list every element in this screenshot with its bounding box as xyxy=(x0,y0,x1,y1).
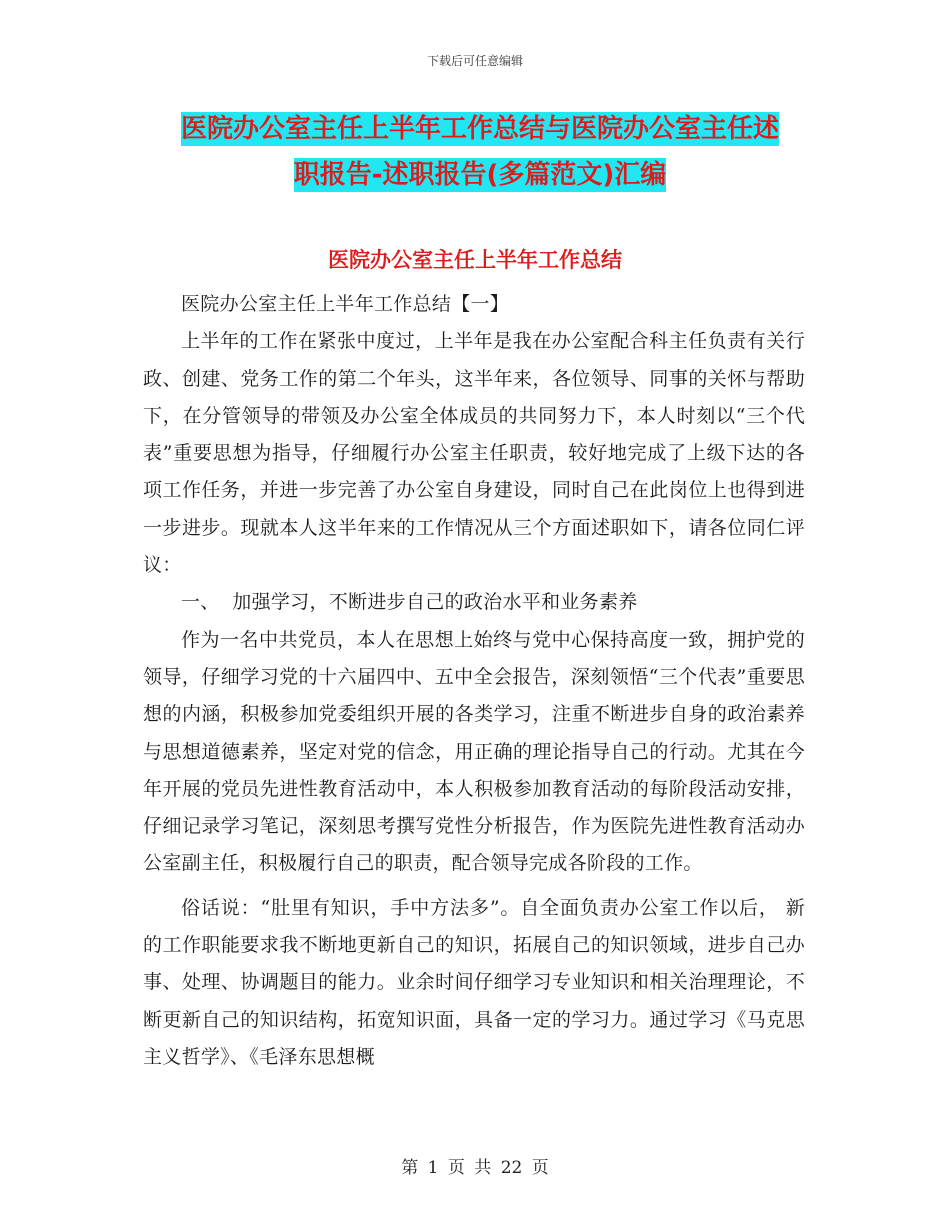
paragraph: 俗话说：“肚里有知识，手中方法多”。自全面负责办公室工作以后， 新的工作职能要求我不断地更新自己的知识，拓展自己的知识领域，进步自己办事、处理、协调题目的能力。业余时间仔细学习专业知识和相关治理理论，不断更新自己的知识结构，拓宽知识面，具备一定的学习力。通过学习《马克思主义哲学》、《毛泽东思想概 xyxy=(143,896,805,1068)
page-number: 第 1 页 共 22 页 xyxy=(401,1158,549,1178)
document-title xyxy=(140,106,820,198)
paragraph: 医院办公室主任上半年工作总结【一】 xyxy=(181,293,510,315)
title-line-1: 医院办公室主任上半年工作总结与医院办公室主任述 xyxy=(180,114,779,144)
document-body xyxy=(143,286,805,1076)
paragraph: 作为一名中共党员，本人在思想上始终与党中心保持高度一致，拥护党的领导，仔细学习党的十六届四中、五中全会报告，深刻领悟“三个代表”重要思想的内涵，积极参加党委组织开展的各类学习，注重不断进步自身的政治素养与思想道德素养，坚定对党的信念，用正确的理论指导自己的行动。尤其在今年开展的党员先进性教育活动中，本人积极参加教育活动的每阶段活动安排，仔细记录学习笔记，深刻思考撰写党性分析报告，作为医院先进性教育活动办公室副主任，积极履行自己的职责，配合领导完成各阶段的工作。 xyxy=(143,628,805,875)
title-line-2: 职报告-述职报告(多篇范文)汇编 xyxy=(293,160,667,190)
header-note: 下载后可任意编辑 xyxy=(426,54,523,68)
paragraph: 一、 加强学习，不断进步自己的政治水平和业务素养 xyxy=(181,591,638,614)
paragraph: 上半年的工作在紧张中度过，上半年是我在办公室配合科主任负责有关行政、创建、党务工作的第二个年头，这半年来，各位领导、同事的关怀与帮助下，在分管领导的带领及办公室全体成员的共同努力下，本人时刻以“三个代表”重要思想为指导，仔细履行办公室主任职责，较好地完成了上级下达的各项工作任务，并进一步完善了办公室自身建设，同时自己在此岗位上也得到进一步进步。现就本人这半年来的工作情况从三个方面述职如下，请各位同仁评议： xyxy=(143,330,805,577)
section-title: 医院办公室主任上半年工作总结 xyxy=(328,248,622,272)
